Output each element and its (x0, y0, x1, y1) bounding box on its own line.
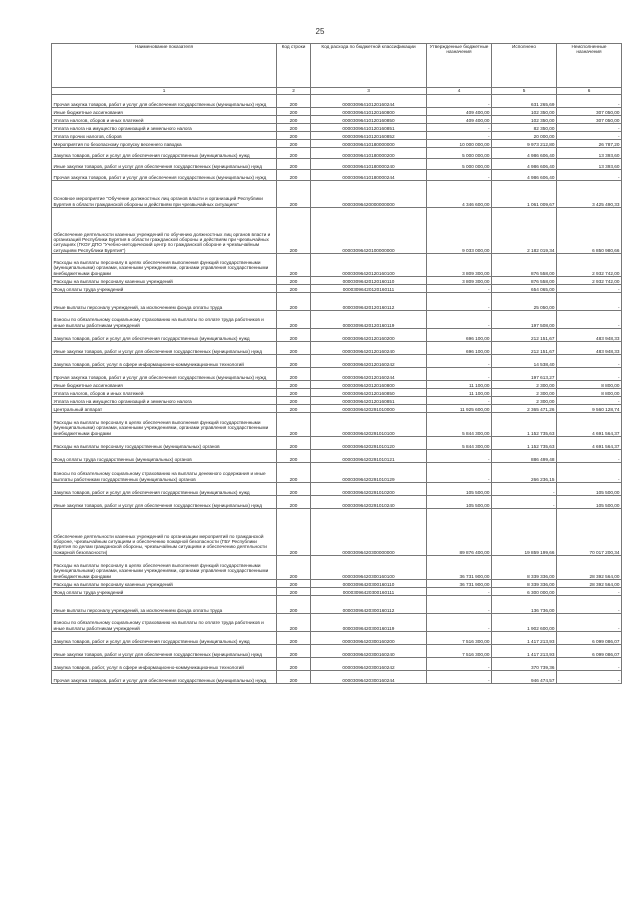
line-code-cell: 200 (277, 116, 311, 124)
budget-code-cell: 00003096420291010121 (311, 450, 427, 463)
approved-amount-cell: 5 844 300,00 (427, 437, 492, 450)
line-code-cell: 200 (277, 463, 311, 483)
column-number-row (52, 88, 622, 95)
executed-amount-cell: 136 736,00 (492, 596, 557, 614)
line-code-cell: 200 (277, 632, 311, 645)
approved-amount-cell: - (427, 311, 492, 329)
executed-amount-cell: 876 558,00 (492, 254, 557, 277)
approved-amount-cell: 696 100,00 (427, 342, 492, 355)
line-code-cell: 200 (277, 588, 311, 596)
executed-amount-cell: 1 417 213,93 (492, 632, 557, 645)
unexecuted-amount-cell: 6 099 086,07 (557, 632, 622, 645)
indicator-name-cell: Расходы на выплаты персоналу в целях обеспечения выполнения функций государственными (муниципальными) органами, казенными учреждениями, органами управления государственными внебюджетными фондами (52, 413, 277, 437)
table-row (52, 463, 622, 483)
column-number: 2 (277, 88, 311, 95)
executed-amount-cell: 19 859 199,66 (492, 509, 557, 556)
line-code-cell: 200 (277, 397, 311, 405)
executed-amount-cell: 9 973 212,80 (492, 140, 557, 148)
indicator-name-cell: Расходы на выплаты персоналу в целях обеспечения выполнения функций государственными (муниципальными) органами, казенными учреждениями, органами управления государственными внебюджетными фондами (52, 556, 277, 580)
table-row (52, 285, 622, 293)
unexecuted-amount-cell: - (557, 588, 622, 596)
budget-code-cell: 00003096410120160850 (311, 116, 427, 124)
indicator-name-cell: Иные закупки товаров, работ и услуг для обеспечения государственных (муниципальных) нужд (52, 496, 277, 509)
approved-amount-cell: - (427, 671, 492, 684)
indicator-name-cell: Уплата прочих налогов, сборов (52, 132, 277, 140)
line-code-cell: 200 (277, 293, 311, 311)
indicator-name-cell: Иные закупки товаров, работ и услуг для обеспечения государственных (муниципальных) нужд (52, 159, 277, 170)
executed-amount-cell: 1 152 735,63 (492, 437, 557, 450)
executed-amount-cell: 20 000,00 (492, 132, 557, 140)
executed-amount-cell: 876 558,00 (492, 277, 557, 285)
approved-amount-cell: 89 876 400,00 (427, 509, 492, 556)
table-row (52, 108, 622, 116)
approved-amount-cell: - (427, 397, 492, 405)
executed-amount-cell: 946 474,57 (492, 671, 557, 684)
approved-amount-cell: 3 809 300,00 (427, 277, 492, 285)
budget-execution-table (51, 43, 622, 684)
table-row (52, 596, 622, 614)
line-code-cell: 200 (277, 556, 311, 580)
approved-amount-cell: 36 731 900,00 (427, 580, 492, 588)
executed-amount-cell: 25 050,00 (492, 293, 557, 311)
line-code-cell: 200 (277, 342, 311, 355)
unexecuted-amount-cell: 307 050,00 (557, 116, 622, 124)
table-row (52, 254, 622, 277)
unexecuted-amount-cell: 28 392 564,00 (557, 580, 622, 588)
executed-amount-cell: 266 236,15 (492, 463, 557, 483)
budget-code-cell: 00003096410180000000 (311, 140, 427, 148)
indicator-name-cell: Уплата налога на имущество организаций и земельного налога (52, 397, 277, 405)
unexecuted-amount-cell: - (557, 132, 622, 140)
unexecuted-amount-cell: 483 948,33 (557, 342, 622, 355)
column-number: 3 (311, 88, 427, 95)
budget-code-cell: 00003096420120160100 (311, 254, 427, 277)
executed-amount-cell: 2 182 019,34 (492, 208, 557, 254)
executed-amount-cell: 4 986 606,40 (492, 159, 557, 170)
line-code-cell: 200 (277, 124, 311, 132)
executed-amount-cell: 654 065,00 (492, 285, 557, 293)
approved-amount-cell: 4 346 600,00 (427, 181, 492, 208)
indicator-name-cell: Взносы по обязательному социальному страхованию на выплаты денежного содержания и иные выплаты работникам государственных (муниципальных) органов (52, 463, 277, 483)
table-row (52, 95, 622, 108)
unexecuted-amount-cell: 8 800,00 (557, 381, 622, 389)
table-row (52, 483, 622, 496)
budget-code-cell: 00003096420120160240 (311, 342, 427, 355)
unexecuted-amount-cell: - (557, 397, 622, 405)
table-row (52, 159, 622, 170)
table-row (52, 124, 622, 132)
unexecuted-amount-cell: - (557, 311, 622, 329)
approved-amount-cell: 409 400,00 (427, 108, 492, 116)
unexecuted-amount-cell: 105 500,00 (557, 496, 622, 509)
budget-code-cell: 00003096420300160242 (311, 658, 427, 671)
line-code-cell: 200 (277, 148, 311, 159)
line-code-cell: 200 (277, 208, 311, 254)
table-row (52, 132, 622, 140)
unexecuted-amount-cell: 4 691 564,37 (557, 437, 622, 450)
table-body (52, 95, 622, 684)
indicator-name-cell: Уплата налога на имущество организаций и земельного налога (52, 124, 277, 132)
indicator-name-cell: Иные выплаты персоналу учреждений, за исключением фонда оплаты труда (52, 596, 277, 614)
line-code-cell: 200 (277, 496, 311, 509)
table-row (52, 671, 622, 684)
approved-amount-cell: 11 100,00 (427, 389, 492, 397)
budget-code-cell: 00003096420120160800 (311, 381, 427, 389)
indicator-name-cell: Взносы по обязательному социальному страхованию на выплаты по оплате труда работников и иные выплаты работникам учреждений (52, 614, 277, 632)
approved-amount-cell: 7 516 300,00 (427, 632, 492, 645)
indicator-name-cell: Уплата налогов, сборов и иных платежей (52, 389, 277, 397)
budget-code-cell: 00003096420300160110 (311, 580, 427, 588)
executed-amount-cell: 1 152 735,63 (492, 413, 557, 437)
indicator-name-cell: Закупка товаров, работ, услуг в сфере информационно-коммуникационных технологий (52, 355, 277, 368)
budget-code-cell: 00003096420300160112 (311, 596, 427, 614)
header-line-code: Код строки (277, 44, 311, 88)
unexecuted-amount-cell: 3 425 490,33 (557, 181, 622, 208)
executed-amount-cell: 886 499,48 (492, 450, 557, 463)
line-code-cell: 200 (277, 170, 311, 181)
line-code-cell: 200 (277, 614, 311, 632)
approved-amount-cell: - (427, 368, 492, 381)
indicator-name-cell: Прочая закупка товаров, работ и услуг для обеспечения государственных (муниципальных) нужд (52, 368, 277, 381)
indicator-name-cell: Основное мероприятие "Обучение должностных лиц органов власти и организаций Республики Бурятия в области гражданской обороны и действиям при чрезвычайных ситуациях" (52, 181, 277, 208)
indicator-name-cell: Обеспечение деятельности казенных учреждений по обучению должностных лиц органов власти и организаций Республики Бурятия в области гражданской обороны и действиям при чрезвычайных ситуациях (ГКОУ ДПО "Учебно-методический центр по гражданской обороне и чрезвычайным ситуациям Республики Бурятия") (52, 208, 277, 254)
approved-amount-cell: 696 100,00 (427, 329, 492, 342)
approved-amount-cell: 36 731 900,00 (427, 556, 492, 580)
indicator-name-cell: Фонд оплаты труда государственных (муниципальных) органов (52, 450, 277, 463)
line-code-cell: 200 (277, 389, 311, 397)
column-number: 6 (557, 88, 622, 95)
approved-amount-cell: 105 500,00 (427, 496, 492, 509)
executed-amount-cell: 1 417 213,93 (492, 645, 557, 658)
column-number: 5 (492, 88, 557, 95)
approved-amount-cell: 5 000 000,00 (427, 148, 492, 159)
budget-code-cell: 00003096420291010200 (311, 483, 427, 496)
table-row (52, 116, 622, 124)
unexecuted-amount-cell: - (557, 596, 622, 614)
approved-amount-cell: - (427, 588, 492, 596)
indicator-name-cell: Расходы на выплаты персоналу государственных (муниципальных) органов (52, 437, 277, 450)
line-code-cell: 200 (277, 483, 311, 496)
unexecuted-amount-cell: 13 393,60 (557, 159, 622, 170)
executed-amount-cell: 212 151,67 (492, 342, 557, 355)
executed-amount-cell: 2 300,00 (492, 381, 557, 389)
budget-code-cell: 00003096420120160200 (311, 329, 427, 342)
executed-amount-cell: 2 365 471,26 (492, 405, 557, 413)
indicator-name-cell: Прочая закупка товаров, работ и услуг для обеспечения государственных (муниципальных) нужд (52, 95, 277, 108)
unexecuted-amount-cell: - (557, 293, 622, 311)
unexecuted-amount-cell: - (557, 355, 622, 368)
executed-amount-cell: 1 061 009,67 (492, 181, 557, 208)
approved-amount-cell: - (427, 124, 492, 132)
indicator-name-cell: Закупка товаров, работ и услуг для обеспечения государственных (муниципальных) нужд (52, 632, 277, 645)
line-code-cell: 200 (277, 329, 311, 342)
line-code-cell: 200 (277, 254, 311, 277)
indicator-name-cell: Иные закупки товаров, работ и услуг для обеспечения государственных (муниципальных) нужд (52, 342, 277, 355)
header-budget-code: Код расхода по бюджетной классификации (311, 44, 427, 88)
table-row (52, 556, 622, 580)
line-code-cell: 200 (277, 368, 311, 381)
table-row (52, 381, 622, 389)
approved-amount-cell: 409 400,00 (427, 116, 492, 124)
table-row (52, 293, 622, 311)
executed-amount-cell: - (492, 496, 557, 509)
column-number: 4 (427, 88, 492, 95)
approved-amount-cell: - (427, 132, 492, 140)
indicator-name-cell: Прочая закупка товаров, работ и услуг для обеспечения государственных (муниципальных) нужд (52, 671, 277, 684)
table-row (52, 148, 622, 159)
line-code-cell: 200 (277, 509, 311, 556)
line-code-cell: 200 (277, 311, 311, 329)
executed-amount-cell: 4 986 606,40 (492, 148, 557, 159)
line-code-cell: 200 (277, 405, 311, 413)
line-code-cell: 200 (277, 413, 311, 437)
executed-amount-cell: 8 339 336,00 (492, 556, 557, 580)
unexecuted-amount-cell: 307 050,00 (557, 108, 622, 116)
indicator-name-cell: Расходы на выплаты персоналу казенных учреждений (52, 277, 277, 285)
unexecuted-amount-cell: 6 850 980,66 (557, 208, 622, 254)
budget-code-cell: 00003096420300000000 (311, 509, 427, 556)
approved-amount-cell: - (427, 170, 492, 181)
executed-amount-cell: 102 350,00 (492, 108, 557, 116)
budget-code-cell: 00003096420120160851 (311, 397, 427, 405)
unexecuted-amount-cell: - (557, 658, 622, 671)
indicator-name-cell: Фонд оплаты труда учреждений (52, 588, 277, 596)
header-unexecuted: Неисполненные назначения (557, 44, 622, 88)
column-number: 1 (52, 88, 277, 95)
unexecuted-amount-cell: 26 787,20 (557, 140, 622, 148)
line-code-cell: 200 (277, 580, 311, 588)
unexecuted-amount-cell: - (557, 95, 622, 108)
budget-code-cell: 00003096420100000000 (311, 208, 427, 254)
indicator-name-cell: Расходы на выплаты персоналу в целях обеспечения выполнения функций государственными (муниципальными) органами, казенными учреждениями, органами управления государственными внебюджетными фондами (52, 254, 277, 277)
line-code-cell: 200 (277, 181, 311, 208)
executed-amount-cell: 14 538,40 (492, 355, 557, 368)
unexecuted-amount-cell: - (557, 124, 622, 132)
executed-amount-cell: 197 508,00 (492, 311, 557, 329)
indicator-name-cell: Мероприятия по безопасному пропуску весеннего паводка (52, 140, 277, 148)
budget-code-cell: 00003096410120160800 (311, 108, 427, 116)
unexecuted-amount-cell: - (557, 463, 622, 483)
line-code-cell: 200 (277, 437, 311, 450)
line-code-cell: 200 (277, 671, 311, 684)
line-code-cell: 200 (277, 108, 311, 116)
unexecuted-amount-cell: - (557, 450, 622, 463)
header-row (52, 44, 622, 88)
approved-amount-cell: - (427, 614, 492, 632)
budget-code-cell: 00003096420291010100 (311, 413, 427, 437)
unexecuted-amount-cell: - (557, 671, 622, 684)
approved-amount-cell: 5 844 300,00 (427, 413, 492, 437)
budget-code-cell: 00003096420300160244 (311, 671, 427, 684)
executed-amount-cell: 102 350,00 (492, 116, 557, 124)
approved-amount-cell: 5 000 000,00 (427, 159, 492, 170)
indicator-name-cell: Расходы на выплаты персоналу казенных учреждений (52, 580, 277, 588)
budget-code-cell: 00003096420300160111 (311, 588, 427, 596)
unexecuted-amount-cell: - (557, 285, 622, 293)
budget-code-cell: 00003096420120160111 (311, 285, 427, 293)
executed-amount-cell: 212 151,67 (492, 329, 557, 342)
table-row (52, 170, 622, 181)
approved-amount-cell: 9 033 000,00 (427, 208, 492, 254)
approved-amount-cell: 7 516 300,00 (427, 645, 492, 658)
header-approved: Утвержденные бюджетные назначения (427, 44, 492, 88)
table-row (52, 413, 622, 437)
unexecuted-amount-cell: 8 800,00 (557, 389, 622, 397)
approved-amount-cell: - (427, 293, 492, 311)
approved-amount-cell: - (427, 596, 492, 614)
budget-code-cell: 00003096420291010240 (311, 496, 427, 509)
executed-amount-cell: 370 739,36 (492, 658, 557, 671)
table-row (52, 437, 622, 450)
indicator-name-cell: Иные закупки товаров, работ и услуг для обеспечения государственных (муниципальных) нужд (52, 645, 277, 658)
table-row (52, 368, 622, 381)
executed-amount-cell: 197 613,27 (492, 368, 557, 381)
approved-amount-cell: - (427, 355, 492, 368)
indicator-name-cell: Иные бюджетные ассигнования (52, 381, 277, 389)
unexecuted-amount-cell: 2 932 742,00 (557, 277, 622, 285)
budget-code-cell: 00003096420120160850 (311, 389, 427, 397)
unexecuted-amount-cell: 28 392 564,00 (557, 556, 622, 580)
header-executed: Исполнено (492, 44, 557, 88)
budget-code-cell: 00003096420291010129 (311, 463, 427, 483)
table-row (52, 277, 622, 285)
executed-amount-cell: 2 300,00 (492, 389, 557, 397)
table-row (52, 208, 622, 254)
unexecuted-amount-cell: 6 099 086,07 (557, 645, 622, 658)
approved-amount-cell: 11 925 600,00 (427, 405, 492, 413)
table-row (52, 355, 622, 368)
table-row (52, 397, 622, 405)
line-code-cell: 200 (277, 596, 311, 614)
budget-code-cell: 00003096410120160851 (311, 124, 427, 132)
table-row (52, 496, 622, 509)
table-row (52, 658, 622, 671)
line-code-cell: 200 (277, 645, 311, 658)
unexecuted-amount-cell: - (557, 368, 622, 381)
approved-amount-cell: 10 000 000,00 (427, 140, 492, 148)
line-code-cell: 200 (277, 355, 311, 368)
line-code-cell: 200 (277, 285, 311, 293)
budget-code-cell: 00003096420120160244 (311, 368, 427, 381)
table-row (52, 342, 622, 355)
executed-amount-cell: 1 902 600,00 (492, 614, 557, 632)
budget-code-cell: 00003096420300160240 (311, 645, 427, 658)
budget-code-cell: 00003096410180000240 (311, 159, 427, 170)
line-code-cell: 200 (277, 658, 311, 671)
table-row (52, 311, 622, 329)
budget-code-cell: 00003096410120160852 (311, 132, 427, 140)
executed-amount-cell: - (492, 483, 557, 496)
indicator-name-cell: Взносы по обязательному социальному страхованию на выплаты по оплате труда работников и иные выплаты работникам учреждений (52, 311, 277, 329)
approved-amount-cell: - (427, 285, 492, 293)
header-indicator-name: Наименование показателя (52, 44, 277, 88)
table-row (52, 389, 622, 397)
budget-code-cell: 00003096420291010120 (311, 437, 427, 450)
unexecuted-amount-cell: 105 500,00 (557, 483, 622, 496)
budget-code-cell: 00003096420300160100 (311, 556, 427, 580)
executed-amount-cell: 4 986 606,40 (492, 170, 557, 181)
unexecuted-amount-cell: 13 393,60 (557, 148, 622, 159)
unexecuted-amount-cell: 70 017 200,34 (557, 509, 622, 556)
table-row (52, 580, 622, 588)
table-row (52, 140, 622, 148)
budget-code-cell: 00003096410180000200 (311, 148, 427, 159)
unexecuted-amount-cell: - (557, 614, 622, 632)
line-code-cell: 200 (277, 277, 311, 285)
unexecuted-amount-cell: 483 948,33 (557, 329, 622, 342)
indicator-name-cell: Иные выплаты персоналу учреждений, за исключением фонда оплаты труда (52, 293, 277, 311)
table-row (52, 614, 622, 632)
indicator-name-cell: Закупка товаров, работ и услуг для обеспечения государственных (муниципальных) нужд (52, 148, 277, 159)
budget-code-cell: 00003096410120160244 (311, 95, 427, 108)
table-row (52, 509, 622, 556)
budget-code-cell: 00003096420120160110 (311, 277, 427, 285)
page-number: 25 (315, 27, 325, 36)
line-code-cell: 200 (277, 140, 311, 148)
approved-amount-cell: 3 809 300,00 (427, 254, 492, 277)
budget-code-cell: 00003096420120160112 (311, 293, 427, 311)
executed-amount-cell: 82 350,00 (492, 124, 557, 132)
executed-amount-cell: 8 339 336,00 (492, 580, 557, 588)
unexecuted-amount-cell: 2 932 742,00 (557, 254, 622, 277)
indicator-name-cell: Закупка товаров, работ и услуг для обеспечения государственных (муниципальных) нужд (52, 483, 277, 496)
approved-amount-cell: - (427, 450, 492, 463)
budget-code-cell: 00003096420300160200 (311, 632, 427, 645)
approved-amount-cell: 11 100,00 (427, 381, 492, 389)
budget-code-cell: 00003096410180000244 (311, 170, 427, 181)
indicator-name-cell: Иные бюджетные ассигнования (52, 108, 277, 116)
indicator-name-cell: Прочая закупка товаров, работ и услуг для обеспечения государственных (муниципальных) нужд (52, 170, 277, 181)
approved-amount-cell: - (427, 95, 492, 108)
line-code-cell: 200 (277, 381, 311, 389)
table-row (52, 405, 622, 413)
line-code-cell: 200 (277, 95, 311, 108)
indicator-name-cell: Уплата налогов, сборов и иных платежей (52, 116, 277, 124)
executed-amount-cell: 6 300 000,00 (492, 588, 557, 596)
line-code-cell: 200 (277, 132, 311, 140)
table-row (52, 645, 622, 658)
approved-amount-cell: - (427, 463, 492, 483)
approved-amount-cell: - (427, 658, 492, 671)
indicator-name-cell: Фонд оплаты труда учреждений (52, 285, 277, 293)
line-code-cell: 200 (277, 159, 311, 170)
indicator-name-cell: Закупка товаров, работ и услуг для обеспечения государственных (муниципальных) нужд (52, 329, 277, 342)
indicator-name-cell: Центральный аппарат (52, 405, 277, 413)
line-code-cell: 200 (277, 450, 311, 463)
indicator-name-cell: Закупка товаров, работ, услуг в сфере информационно-коммуникационных технологий (52, 658, 277, 671)
table-row (52, 450, 622, 463)
table-row (52, 181, 622, 208)
table-row (52, 329, 622, 342)
indicator-name-cell: Обеспечение деятельности казенных учреждений по организации мероприятий по гражданской обороне, чрезвычайным ситуациям и обеспечению пожарной безопасности (ГБУ Республики Бурятия по делам гражданской обороны, чрезвычайным ситуациям и обеспечению деятельности пожарной безопасности) (52, 509, 277, 556)
executed-amount-cell: 631 265,69 (492, 95, 557, 108)
unexecuted-amount-cell: - (557, 170, 622, 181)
budget-code-cell: 00003096420120160119 (311, 311, 427, 329)
unexecuted-amount-cell: 9 560 128,74 (557, 405, 622, 413)
budget-code-cell: 00003096420300160119 (311, 614, 427, 632)
executed-amount-cell: 2 300,00 (492, 397, 557, 405)
budget-code-cell: 00003096420291010000 (311, 405, 427, 413)
approved-amount-cell: 105 500,00 (427, 483, 492, 496)
budget-code-cell: 00003096420120160242 (311, 355, 427, 368)
budget-code-cell: 00003096420000000000 (311, 181, 427, 208)
table-row (52, 588, 622, 596)
unexecuted-amount-cell: 4 691 564,37 (557, 413, 622, 437)
table-row (52, 632, 622, 645)
